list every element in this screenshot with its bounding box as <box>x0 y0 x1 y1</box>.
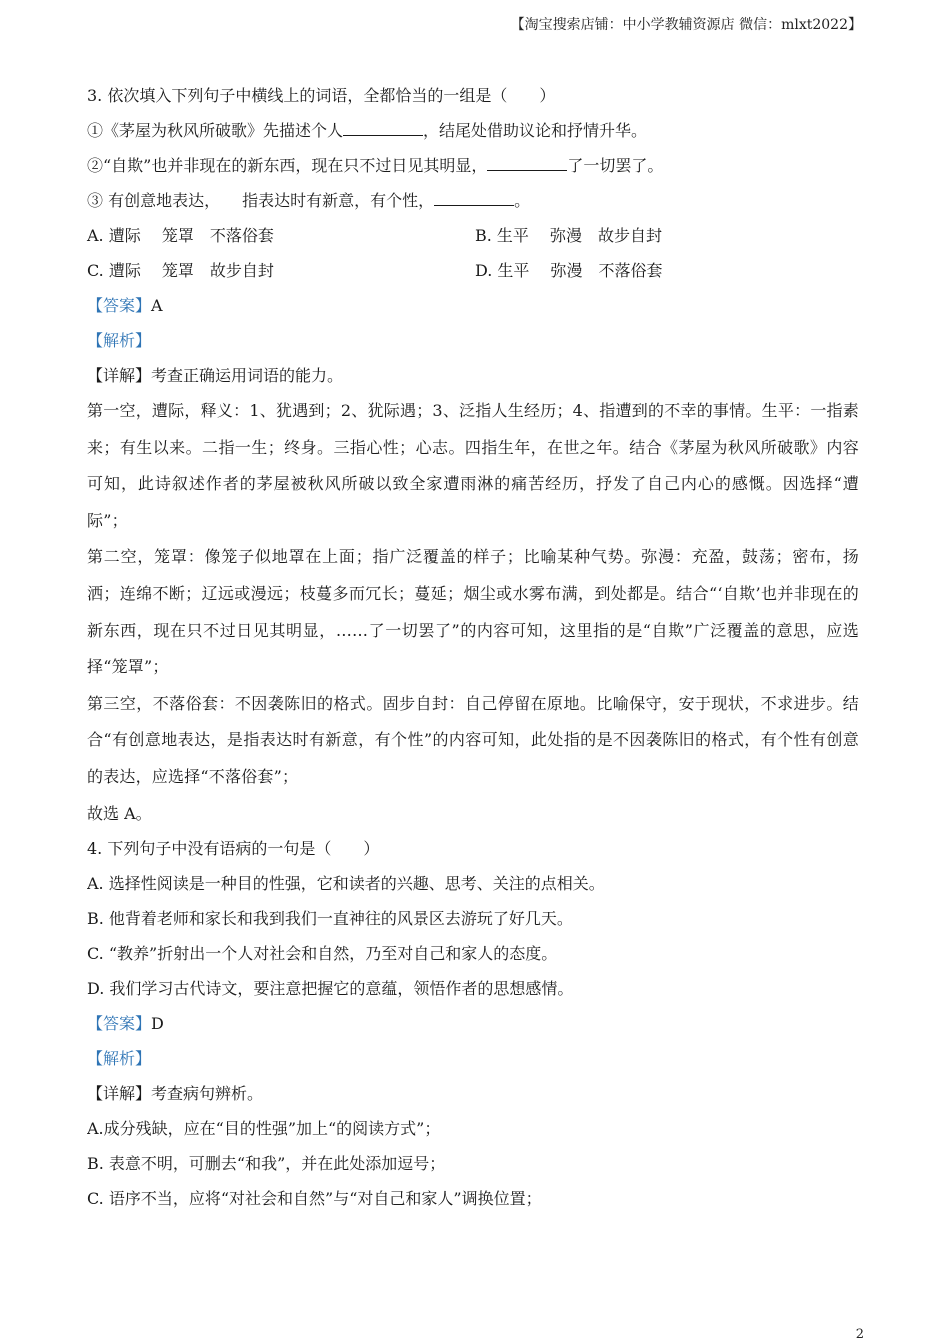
q3-s3-after: 。 <box>514 191 531 210</box>
q3-detail-label: 【详解】 <box>87 366 152 385</box>
q3-s3-before: ③ 有创意地表达， <box>87 191 221 210</box>
q3-s2-after: 了一切罢了。 <box>567 156 664 175</box>
q4-detail <box>87 1076 859 1111</box>
q3-detail-text: 考查正确运用词语的能力。 <box>151 366 344 385</box>
q3-analysis-heading <box>87 323 859 358</box>
q3-answer <box>87 288 859 323</box>
q4-option-c: C. “教养”折射出一个人对社会和自然，乃至对自己和家人的态度。 <box>87 943 558 963</box>
q3-option-a: A. 遭际 笼罩 不落俗套 <box>87 226 274 245</box>
q3-stem: 3. 依次填入下列句子中横线上的词语，全都恰当的一组是（ ） <box>87 86 556 105</box>
q3-options-row-1 <box>87 218 859 253</box>
q3-analysis-p1: 第一空，遭际，释义：1、犹遇到；2、犹际遇；3、泛指人生经历；4、指遭到的不幸的事情。生平：一指素来；有生以来。二指一生；终身。三指心性；心志。四指生年，在世之年。结合《茅屋为秋风所破歌》内容可知，此诗叙述作者的茅屋被秋风所破以致全家遭雨淋的痛苦经历，抒发了自己内心的感慨。因选择“遭际”； <box>87 401 859 530</box>
q4-analysis-a: A.成分残缺，应在“目的性强”加上“的阅读方式”； <box>87 1118 441 1138</box>
q3-s3-mid: 指表达时有新意，有个性， <box>242 191 435 210</box>
q3-options-row-2 <box>87 253 859 288</box>
q4-option-b: B. 他背着老师和家长和我到我们一直神往的风景区去游玩了好几天。 <box>87 908 573 928</box>
q4-analysis-b: B. 表意不明，可删去“和我”，并在此处添加逗号； <box>87 1153 446 1173</box>
q3-option-c: C. 遭际 笼罩 故步自封 <box>87 261 274 280</box>
q4-analysis-c: C. 语序不当，应将“对社会和自然”与“对自己和家人”调换位置； <box>87 1188 542 1208</box>
q3-analysis-p2: 第二空，笼罩：像笼子似地罩在上面；指广泛覆盖的样子；比喻某种气势。弥漫：充盈，鼓荡；密布，扬洒；连绵不断；辽远或漫远；枝蔓多而冗长；蔓延；烟尘或水雾布满，到处都是。结合“‘自欺’也并非现在的新东西，现在只不过日见其明显，……了一切罢了”的内容可知，这里指的是“自欺”广泛覆盖的意思，应选择“笼罩”； <box>87 547 859 677</box>
q4-answer-value: D <box>151 1013 164 1033</box>
q4-answer <box>87 1006 859 1041</box>
q3-answer-value: A <box>151 296 163 315</box>
q3-blank-2 <box>487 156 567 171</box>
q3-sentence-3 <box>87 183 859 218</box>
q4-detail-label: 【详解】 <box>87 1083 152 1103</box>
q3-sentence-2 <box>87 148 859 183</box>
q3-s1-after: ，结尾处借助议论和抒情升华。 <box>423 121 648 140</box>
q4-stem: 4. 下列句子中没有语病的一句是（ ） <box>87 838 380 858</box>
q4-option-a: A. 选择性阅读是一种目的性强，它和读者的兴趣、思考、关注的点相关。 <box>87 873 605 893</box>
q4-option-d: D. 我们学习古代诗文，要注意把握它的意蕴，领悟作者的思想感情。 <box>87 978 574 998</box>
q3-conclusion: 故选 A。 <box>87 803 152 823</box>
q4-analysis-heading <box>87 1041 859 1076</box>
q3-option-d: D. 生平 弥漫 不落俗套 <box>475 261 663 280</box>
q3-s1-before: ①《茅屋为秋风所破歌》先描述个人 <box>87 121 344 140</box>
q3-detail <box>87 358 859 393</box>
q3-option-b: B. 生平 弥漫 故步自封 <box>475 226 663 245</box>
document-body <box>87 78 859 1216</box>
q4-answer-tag: 【答案】 <box>87 1013 152 1033</box>
q3-analysis-tag: 【解析】 <box>87 331 152 350</box>
q3-blank-1 <box>343 121 423 136</box>
page-header: 【淘宝搜索店铺：中小学教辅资源店 微信：mlxt2022】 <box>510 17 862 33</box>
q3-sentence-1 <box>87 113 859 148</box>
q3-s2-before: ②“自欺”也并非现在的新东西，现在只不过日见其明显， <box>87 156 488 175</box>
q4-detail-text: 考查病句辨析。 <box>151 1083 264 1103</box>
q3-answer-tag: 【答案】 <box>87 296 152 315</box>
q3-blank-3 <box>434 191 514 206</box>
q3-analysis-p3: 第三空，不落俗套：不因袭陈旧的格式。固步自封：自己停留在原地。比喻保守，安于现状，不求进步。结合“有创意地表达，是指表达时有新意，有个性”的内容可知，此处指的是不因袭陈旧的格式，有个性有创意的表达，应选择“不落俗套”； <box>87 693 859 786</box>
page-number: 2 <box>855 1327 864 1342</box>
q4-analysis-tag: 【解析】 <box>87 1048 152 1068</box>
